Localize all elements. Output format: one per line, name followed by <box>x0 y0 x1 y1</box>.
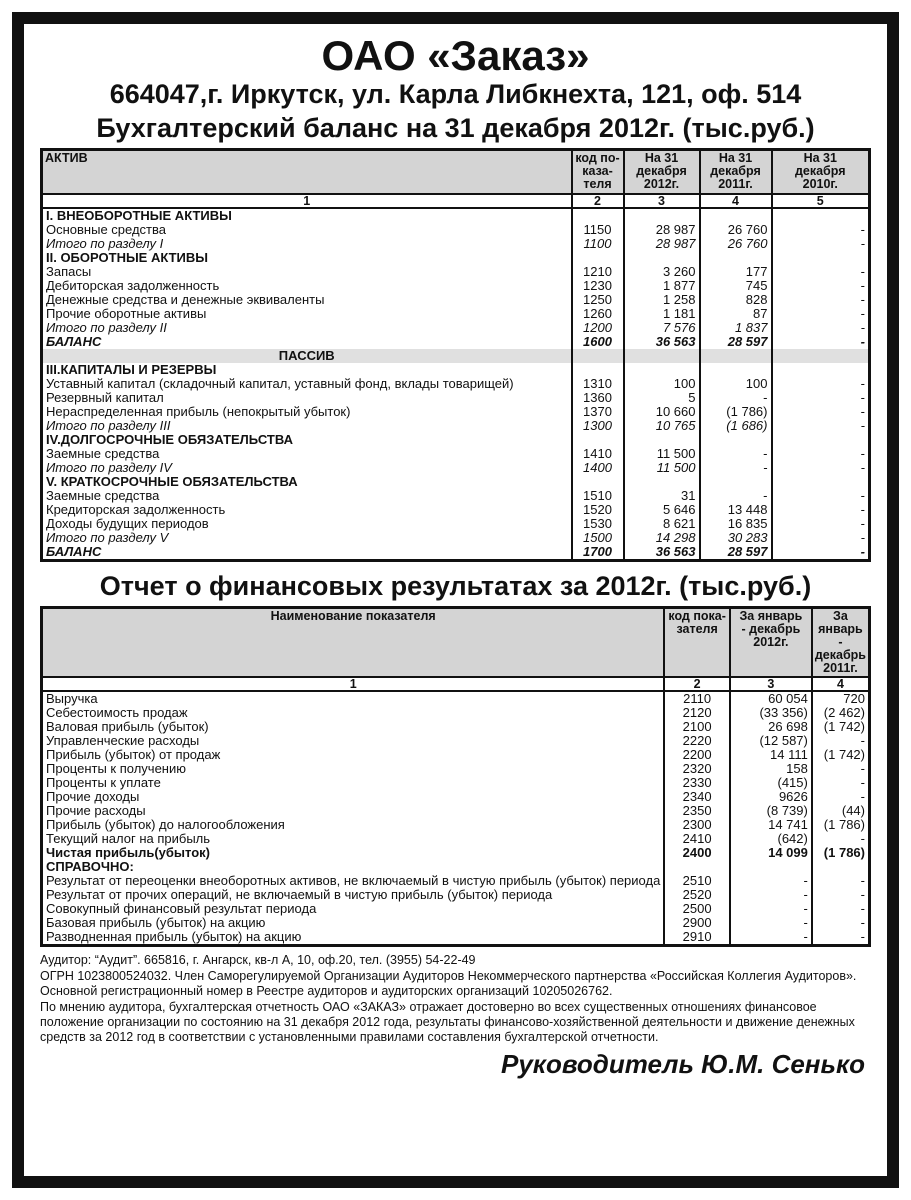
row-label: Итого по разделу IV <box>46 460 172 475</box>
row-code: 1210 <box>572 265 624 279</box>
row-label: Итого по разделу V <box>46 530 169 545</box>
row-label: Проценты к получению <box>46 761 186 776</box>
audit-footer <box>40 953 871 1045</box>
table-row <box>42 846 870 860</box>
section-title: СПРАВОЧНО: <box>46 859 134 874</box>
value-2012: - <box>730 888 812 902</box>
table-row <box>42 691 870 706</box>
col-number: 5 <box>772 194 870 208</box>
empty-cell <box>772 433 870 447</box>
empty-cell <box>772 251 870 265</box>
table-row <box>42 531 870 545</box>
empty-cell <box>572 251 624 265</box>
section-title: V. КРАТКОСРОЧНЫЕ ОБЯЗАТЕЛЬСТВА <box>46 474 298 489</box>
row-label: Валовая прибыль (убыток) <box>46 719 209 734</box>
row-code: 1300 <box>572 419 624 433</box>
value-2012: 5 646 <box>624 503 700 517</box>
row-code: 1230 <box>572 279 624 293</box>
section-header-row <box>42 433 870 447</box>
table-row <box>42 902 870 916</box>
value-2010: - <box>772 461 870 475</box>
row-label: Уставный капитал (складочный капитал, уставный фонд, вклады товарищей) <box>46 376 514 391</box>
table-row <box>42 377 870 391</box>
row-label: Себестоимость продаж <box>46 705 188 720</box>
value-2012: 5 <box>624 391 700 405</box>
table-row <box>42 888 870 902</box>
value-2010: - <box>772 419 870 433</box>
passiv-label: ПАССИВ <box>42 349 572 363</box>
value-2010: - <box>772 391 870 405</box>
row-label: Результат от переоценки внеоборотных активов, не включаемый в чистую прибыль (убыток) периода <box>46 873 661 888</box>
page-frame <box>12 12 899 1188</box>
row-code: 1360 <box>572 391 624 405</box>
empty-cell <box>772 475 870 489</box>
value-2012: 31 <box>624 489 700 503</box>
value-2011: 87 <box>700 307 772 321</box>
table-row <box>42 804 870 818</box>
value-2012: 26 698 <box>730 720 812 734</box>
value-2010: - <box>772 265 870 279</box>
value-2012: (415) <box>730 776 812 790</box>
value-2012: 14 741 <box>730 818 812 832</box>
table-row <box>42 461 870 475</box>
table-row <box>42 832 870 846</box>
row-label: Прибыль (убыток) от продаж <box>46 747 221 762</box>
balance-table <box>40 148 871 562</box>
row-code: 2300 <box>664 818 730 832</box>
table-row <box>42 545 870 561</box>
results-colnum-row <box>42 677 870 691</box>
table-row <box>42 321 870 335</box>
value-2011: 30 283 <box>700 531 772 545</box>
balance-header-row <box>42 150 870 195</box>
row-code: 2320 <box>664 762 730 776</box>
row-label: Итого по разделу III <box>46 418 171 433</box>
empty-cell <box>812 860 870 874</box>
row-code: 2520 <box>664 888 730 902</box>
row-label: БАЛАНС <box>46 544 102 559</box>
value-2012: - <box>730 902 812 916</box>
auditor-ogrn: ОГРН 1023800524032. Член Саморегулируемой Организации Аудиторов Некоммерческого партнерства «Российская Коллегия Аудиторов». Основной регистрационный номер в Реестре аудиторов и аудиторских организаций 10205026762. <box>40 969 857 998</box>
row-code: 1520 <box>572 503 624 517</box>
col-header-code: код пока- зателя <box>664 608 730 678</box>
value-2011: 720 <box>812 691 870 706</box>
col-header-2012: На 31 декабря 2012г. <box>624 150 700 195</box>
balance-title: Бухгалтерский баланс на 31 декабря 2012г. (тыс.руб.) <box>96 113 815 143</box>
auditor-info: Аудитор: “Аудит”. 665816, г. Ангарск, кв-л А, 10, оф.20, тел. (3955) 54-22-49 <box>40 953 476 967</box>
value-2012: 14 298 <box>624 531 700 545</box>
value-2012: (642) <box>730 832 812 846</box>
row-code: 1200 <box>572 321 624 335</box>
value-2010: - <box>772 223 870 237</box>
value-2011: (1 786) <box>700 405 772 419</box>
table-row <box>42 265 870 279</box>
value-2011: - <box>700 489 772 503</box>
empty-cell <box>572 208 624 223</box>
value-2011: - <box>812 916 870 930</box>
row-code: 1260 <box>572 307 624 321</box>
value-2012: 8 621 <box>624 517 700 531</box>
row-label: Доходы будущих периодов <box>46 516 209 531</box>
value-2011: (1 686) <box>700 419 772 433</box>
row-code: 1400 <box>572 461 624 475</box>
table-row <box>42 223 870 237</box>
value-2010: - <box>772 531 870 545</box>
value-2012: 10 660 <box>624 405 700 419</box>
col-header-2012: За январь - декабрь 2012г. <box>730 608 812 678</box>
table-row <box>42 776 870 790</box>
row-code: 2400 <box>664 846 730 860</box>
empty-cell <box>624 363 700 377</box>
table-row <box>42 503 870 517</box>
auditor-opinion: По мнению аудитора, бухгалтерская отчетность ОАО «ЗАКАЗ» отражает достоверно во всех существенных отношениях финансовое положение организации по состоянию на 31 декабря 2012 года, результаты финансово-хозяйственной деятельности и движение денежных средств за 2012 год в соответствии с установленными правилами составления бухгалтерской отчетности. <box>40 1000 855 1044</box>
row-label: Дебиторская задолженность <box>46 278 220 293</box>
row-label: Заемные средства <box>46 488 160 503</box>
value-2012: (12 587) <box>730 734 812 748</box>
empty-cell <box>624 208 700 223</box>
section-title: II. ОБОРОТНЫЕ АКТИВЫ <box>46 250 209 265</box>
empty-cell <box>572 363 624 377</box>
row-label: Выручка <box>46 691 98 706</box>
results-table <box>40 606 871 947</box>
row-code: 2220 <box>664 734 730 748</box>
table-row <box>42 517 870 531</box>
row-code: 1500 <box>572 531 624 545</box>
value-2012: 9626 <box>730 790 812 804</box>
table-row <box>42 874 870 888</box>
col-number: 2 <box>664 677 730 691</box>
value-2012: 36 563 <box>624 545 700 561</box>
row-code: 1250 <box>572 293 624 307</box>
col-header-aktiv: АКТИВ <box>42 150 572 195</box>
table-row <box>42 790 870 804</box>
section-title: III.КАПИТАЛЫ И РЕЗЕРВЫ <box>46 362 217 377</box>
value-2012: 1 258 <box>624 293 700 307</box>
table-row <box>42 447 870 461</box>
section-title: I. ВНЕОБОРОТНЫЕ АКТИВЫ <box>46 208 232 223</box>
row-label: Прочие доходы <box>46 789 140 804</box>
row-code: 2110 <box>664 691 730 706</box>
col-header-code: код по- каза- теля <box>572 150 624 195</box>
table-row <box>42 279 870 293</box>
value-2011: 177 <box>700 265 772 279</box>
row-code: 2900 <box>664 916 730 930</box>
value-2010: - <box>772 307 870 321</box>
table-row <box>42 335 870 349</box>
empty-cell <box>664 860 730 874</box>
balance-colnum-row <box>42 194 870 208</box>
value-2011: - <box>812 874 870 888</box>
value-2011: 828 <box>700 293 772 307</box>
table-row <box>42 419 870 433</box>
col-number: 3 <box>730 677 812 691</box>
row-code: 2350 <box>664 804 730 818</box>
row-label: Основные средства <box>46 222 166 237</box>
value-2011: 13 448 <box>700 503 772 517</box>
empty-cell <box>624 349 700 363</box>
value-2012: 28 987 <box>624 223 700 237</box>
table-row <box>42 706 870 720</box>
row-label: Разводненная прибыль (убыток) на акцию <box>46 929 302 944</box>
value-2011: 16 835 <box>700 517 772 531</box>
row-label: Денежные средства и денежные эквиваленты <box>46 292 325 307</box>
row-code: 2330 <box>664 776 730 790</box>
section-header-row <box>42 860 870 874</box>
value-2011: (1 742) <box>812 748 870 762</box>
value-2012: 28 987 <box>624 237 700 251</box>
empty-cell <box>572 349 624 363</box>
value-2011: 28 597 <box>700 545 772 561</box>
value-2011: (1 786) <box>812 846 870 860</box>
table-row <box>42 734 870 748</box>
row-code: 1310 <box>572 377 624 391</box>
col-number: 4 <box>812 677 870 691</box>
row-label: БАЛАНС <box>46 334 102 349</box>
row-label: Проценты к уплате <box>46 775 161 790</box>
value-2011: - <box>812 832 870 846</box>
table-row <box>42 391 870 405</box>
empty-cell <box>700 475 772 489</box>
value-2012: 11 500 <box>624 447 700 461</box>
value-2012: 14 099 <box>730 846 812 860</box>
row-code: 1100 <box>572 237 624 251</box>
col-header-2010: На 31 декабря 2010г. <box>772 150 870 195</box>
row-code: 1600 <box>572 335 624 349</box>
results-rows <box>42 691 870 946</box>
col-header-2011: За январь - декабрь 2011г. <box>812 608 870 678</box>
row-code: 2500 <box>664 902 730 916</box>
value-2010: - <box>772 377 870 391</box>
row-label: Итого по разделу II <box>46 320 167 335</box>
passiv-row <box>42 349 870 363</box>
row-code: 1530 <box>572 517 624 531</box>
row-code: 2200 <box>664 748 730 762</box>
section-header-row <box>42 363 870 377</box>
table-row <box>42 489 870 503</box>
col-number: 2 <box>572 194 624 208</box>
row-code: 1510 <box>572 489 624 503</box>
value-2011: - <box>700 461 772 475</box>
value-2010: - <box>772 293 870 307</box>
empty-cell <box>730 860 812 874</box>
row-label: Совокупный финансовый результат периода <box>46 901 317 916</box>
empty-cell <box>772 349 870 363</box>
signature: Руководитель Ю.М. Сенько <box>501 1049 865 1079</box>
row-label: Базовая прибыль (убыток) на акцию <box>46 915 266 930</box>
row-label: Итого по разделу I <box>46 236 164 251</box>
row-code: 2340 <box>664 790 730 804</box>
value-2011: - <box>812 762 870 776</box>
empty-cell <box>772 208 870 223</box>
results-header-row <box>42 608 870 678</box>
table-row <box>42 818 870 832</box>
value-2012: 36 563 <box>624 335 700 349</box>
empty-cell <box>624 251 700 265</box>
value-2011: (1 786) <box>812 818 870 832</box>
table-row <box>42 720 870 734</box>
value-2011: - <box>700 391 772 405</box>
row-code: 1410 <box>572 447 624 461</box>
value-2011: - <box>700 447 772 461</box>
col-number: 1 <box>42 194 572 208</box>
balance-rows <box>42 208 870 561</box>
section-header-row <box>42 475 870 489</box>
value-2012: 158 <box>730 762 812 776</box>
value-2012: 10 765 <box>624 419 700 433</box>
row-code: 2910 <box>664 930 730 946</box>
col-number: 1 <box>42 677 665 691</box>
value-2012: (33 356) <box>730 706 812 720</box>
value-2010: - <box>772 321 870 335</box>
document-body <box>24 24 887 1176</box>
value-2012: - <box>730 916 812 930</box>
empty-cell <box>700 349 772 363</box>
value-2012: 100 <box>624 377 700 391</box>
results-title: Отчет о финансовых результатах за 2012г. (тыс.руб.) <box>99 571 812 601</box>
empty-cell <box>572 433 624 447</box>
empty-cell <box>772 363 870 377</box>
col-number: 4 <box>700 194 772 208</box>
section-header-row <box>42 208 870 223</box>
col-header-2011: На 31 декабря 2011г. <box>700 150 772 195</box>
value-2011: - <box>812 734 870 748</box>
value-2010: - <box>772 545 870 561</box>
value-2012: (8 739) <box>730 804 812 818</box>
table-row <box>42 930 870 946</box>
value-2010: - <box>772 447 870 461</box>
col-number: 3 <box>624 194 700 208</box>
empty-cell <box>624 433 700 447</box>
row-code: 2510 <box>664 874 730 888</box>
empty-cell <box>572 475 624 489</box>
empty-cell <box>700 208 772 223</box>
row-label: Прочие расходы <box>46 803 146 818</box>
row-label: Управленческие расходы <box>46 733 200 748</box>
value-2012: 60 054 <box>730 691 812 706</box>
value-2011: 100 <box>700 377 772 391</box>
company-address: 664047,г. Иркутск, ул. Карла Либкнехта, 121, оф. 514 <box>109 79 802 109</box>
col-header-indicator: Наименование показателя <box>42 608 665 678</box>
section-header-row <box>42 251 870 265</box>
table-row <box>42 307 870 321</box>
value-2012: 14 111 <box>730 748 812 762</box>
value-2011: 28 597 <box>700 335 772 349</box>
value-2012: 11 500 <box>624 461 700 475</box>
row-label: Кредиторская задолженность <box>46 502 226 517</box>
value-2011: (2 462) <box>812 706 870 720</box>
row-label: Заемные средства <box>46 446 160 461</box>
empty-cell <box>700 433 772 447</box>
table-row <box>42 293 870 307</box>
row-label: Прибыль (убыток) до налогообложения <box>46 817 285 832</box>
row-label: Нераспределенная прибыль (непокрытый убыток) <box>46 404 351 419</box>
row-code: 1150 <box>572 223 624 237</box>
value-2010: - <box>772 517 870 531</box>
table-row <box>42 405 870 419</box>
value-2012: 3 260 <box>624 265 700 279</box>
company-name: ОАО «Заказ» <box>321 32 590 79</box>
table-row <box>42 916 870 930</box>
value-2011: 26 760 <box>700 237 772 251</box>
value-2011: - <box>812 888 870 902</box>
value-2010: - <box>772 237 870 251</box>
value-2012: 1 877 <box>624 279 700 293</box>
row-code: 2410 <box>664 832 730 846</box>
value-2011: (1 742) <box>812 720 870 734</box>
row-label: Результат от прочих операций, не включаемый в чистую прибыль (убыток) периода <box>46 887 553 902</box>
value-2012: - <box>730 874 812 888</box>
value-2012: 7 576 <box>624 321 700 335</box>
row-label: Чистая прибыль(убыток) <box>46 845 210 860</box>
row-code: 1700 <box>572 545 624 561</box>
empty-cell <box>624 475 700 489</box>
value-2012: 1 181 <box>624 307 700 321</box>
value-2010: - <box>772 335 870 349</box>
row-code: 1370 <box>572 405 624 419</box>
value-2011: (44) <box>812 804 870 818</box>
table-row <box>42 762 870 776</box>
value-2011: - <box>812 790 870 804</box>
row-code: 2100 <box>664 720 730 734</box>
value-2010: - <box>772 405 870 419</box>
empty-cell <box>700 363 772 377</box>
row-code: 2120 <box>664 706 730 720</box>
table-row <box>42 237 870 251</box>
row-label: Текущий налог на прибыль <box>46 831 211 846</box>
value-2012: - <box>730 930 812 946</box>
section-title: IV.ДОЛГОСРОЧНЫЕ ОБЯЗАТЕЛЬСТВА <box>46 432 293 447</box>
value-2011: - <box>812 776 870 790</box>
value-2010: - <box>772 503 870 517</box>
row-label: Прочие оборотные активы <box>46 306 207 321</box>
value-2010: - <box>772 279 870 293</box>
table-row <box>42 748 870 762</box>
value-2010: - <box>772 489 870 503</box>
row-label: Запасы <box>46 264 92 279</box>
value-2011: - <box>812 930 870 946</box>
row-label: Резервный капитал <box>46 390 164 405</box>
value-2011: - <box>812 902 870 916</box>
empty-cell <box>700 251 772 265</box>
value-2011: 26 760 <box>700 223 772 237</box>
value-2011: 1 837 <box>700 321 772 335</box>
value-2011: 745 <box>700 279 772 293</box>
